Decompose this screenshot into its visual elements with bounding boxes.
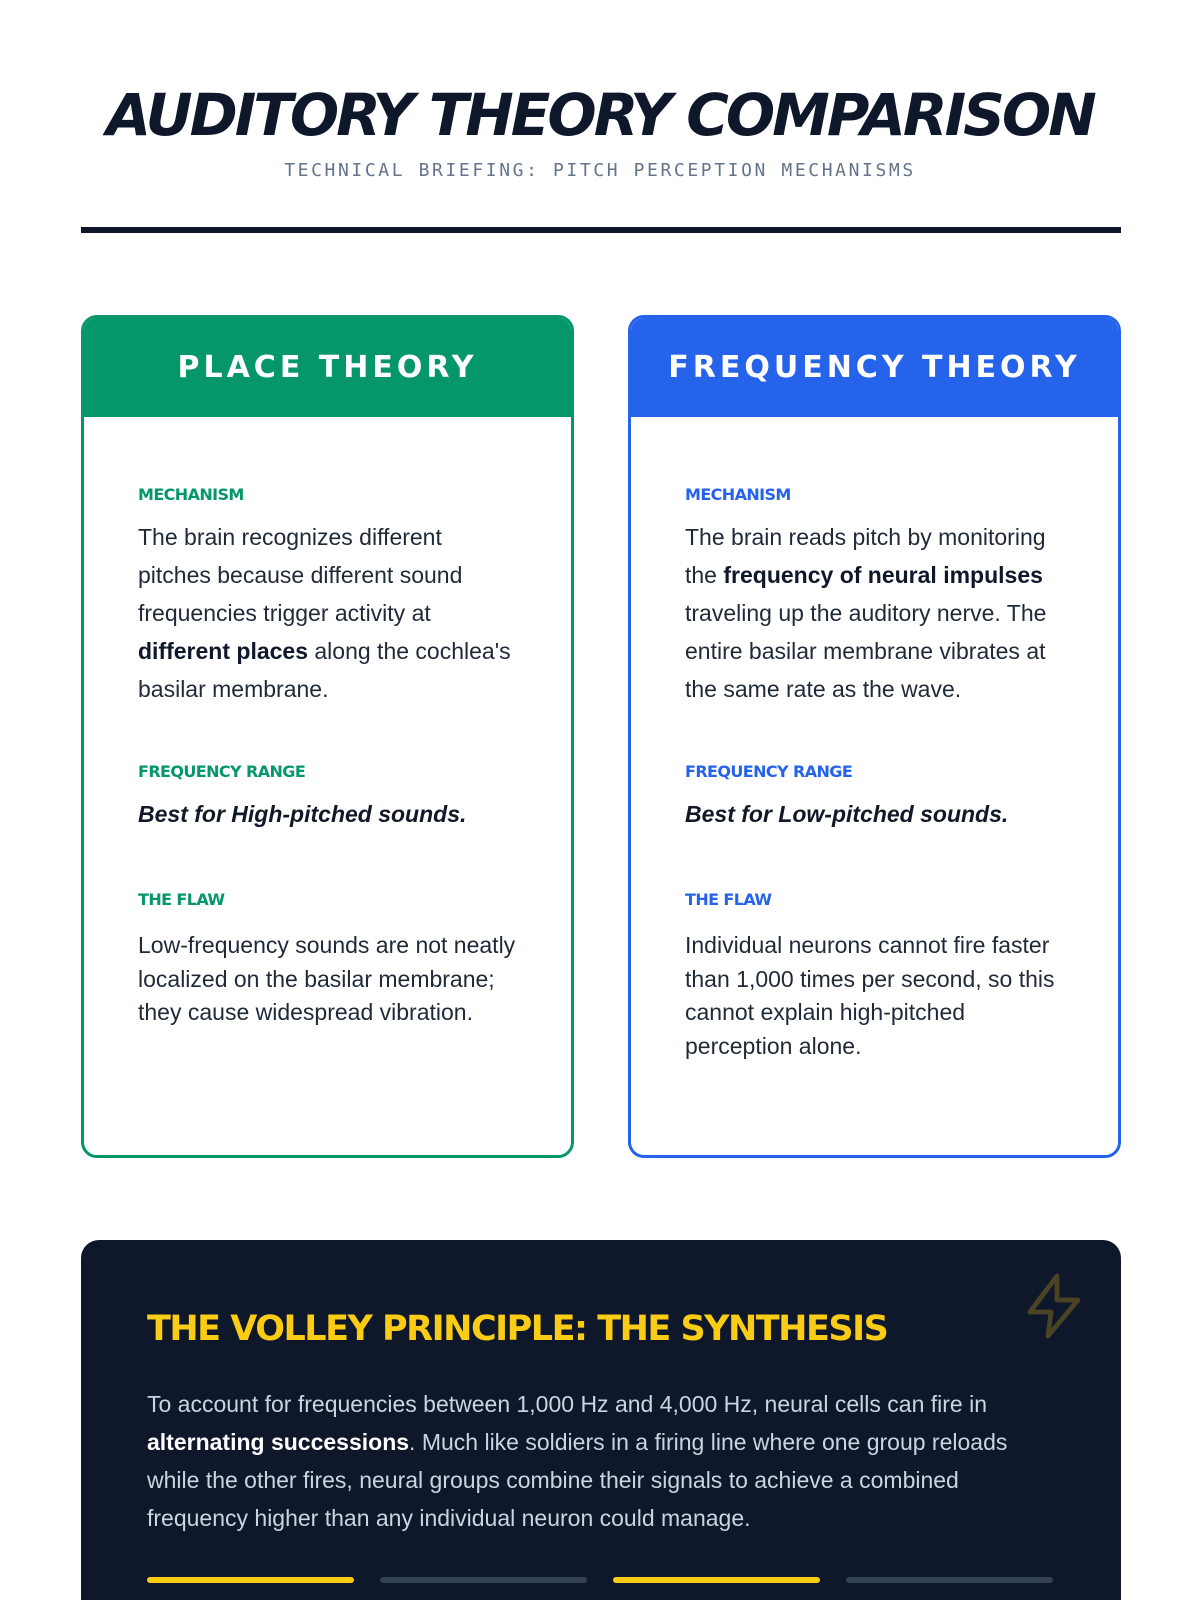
volley-title: THE VOLLEY PRINCIPLE: THE SYNTHESIS <box>147 1309 888 1349</box>
volley-principle-panel <box>81 1240 1121 1600</box>
place-flaw-text: Low-frequency sounds are not neatly localized on the basilar membrane; they cause widespread vibration. <box>138 932 516 1025</box>
frequency-flaw-label: THE FLAW <box>685 890 772 909</box>
place-range-text: Best for High-pitched sounds. <box>138 801 467 827</box>
frequency-theory-card <box>628 315 1121 1158</box>
volley-text: To account for frequencies between 1,000 Hz and 4,000 Hz, neural cells can fire in alternating successions. Much like soldiers in a firing line where one group reloads while the other fires, neural groups combine their signals to achieve a combined frequency higher than any individual neuron could manage. <box>147 1391 1008 1531</box>
frequency-mechanism-emphasis: frequency of neural impulses <box>723 562 1043 588</box>
frequency-mechanism-text: The brain reads pitch by monitoring the frequency of neural impulses traveling up the auditory nerve. The entire basilar membrane vibrates at the same rate as the wave. <box>685 524 1047 702</box>
firing-bar-2 <box>380 1577 587 1583</box>
frequency-flaw-text: Individual neurons cannot fire faster than 1,000 times per second, so this cannot explain high-pitched perception alone. <box>685 932 1055 1059</box>
frequency-range-text: Best for Low-pitched sounds. <box>685 801 1009 827</box>
place-theory-card <box>81 315 574 1158</box>
place-theory-title: PLACE THEORY <box>84 318 571 417</box>
place-mechanism-text: The brain recognizes different pitches because different sound frequencies trigger activity at different places along the cochlea's basilar membrane. <box>138 524 511 702</box>
firing-bar-4 <box>846 1577 1053 1583</box>
frequency-mechanism-label: MECHANISM <box>685 485 791 504</box>
firing-bar-1 <box>147 1577 354 1583</box>
lightning-bolt-icon <box>1018 1267 1090 1345</box>
place-range-label: FREQUENCY RANGE <box>138 762 306 781</box>
page-subtitle: TECHNICAL BRIEFING: PITCH PERCEPTION MECHANISMS <box>284 160 916 181</box>
place-mechanism-label: MECHANISM <box>138 485 244 504</box>
place-mechanism-emphasis: different places <box>138 638 308 664</box>
volley-emphasis: alternating successions <box>147 1429 410 1455</box>
header-divider <box>81 227 1121 233</box>
firing-bar-3 <box>613 1577 820 1583</box>
page-title: AUDITORY THEORY COMPARISON <box>106 81 1094 149</box>
place-flaw-label: THE FLAW <box>138 890 225 909</box>
frequency-theory-title: FREQUENCY THEORY <box>631 318 1118 417</box>
frequency-range-label: FREQUENCY RANGE <box>685 762 853 781</box>
